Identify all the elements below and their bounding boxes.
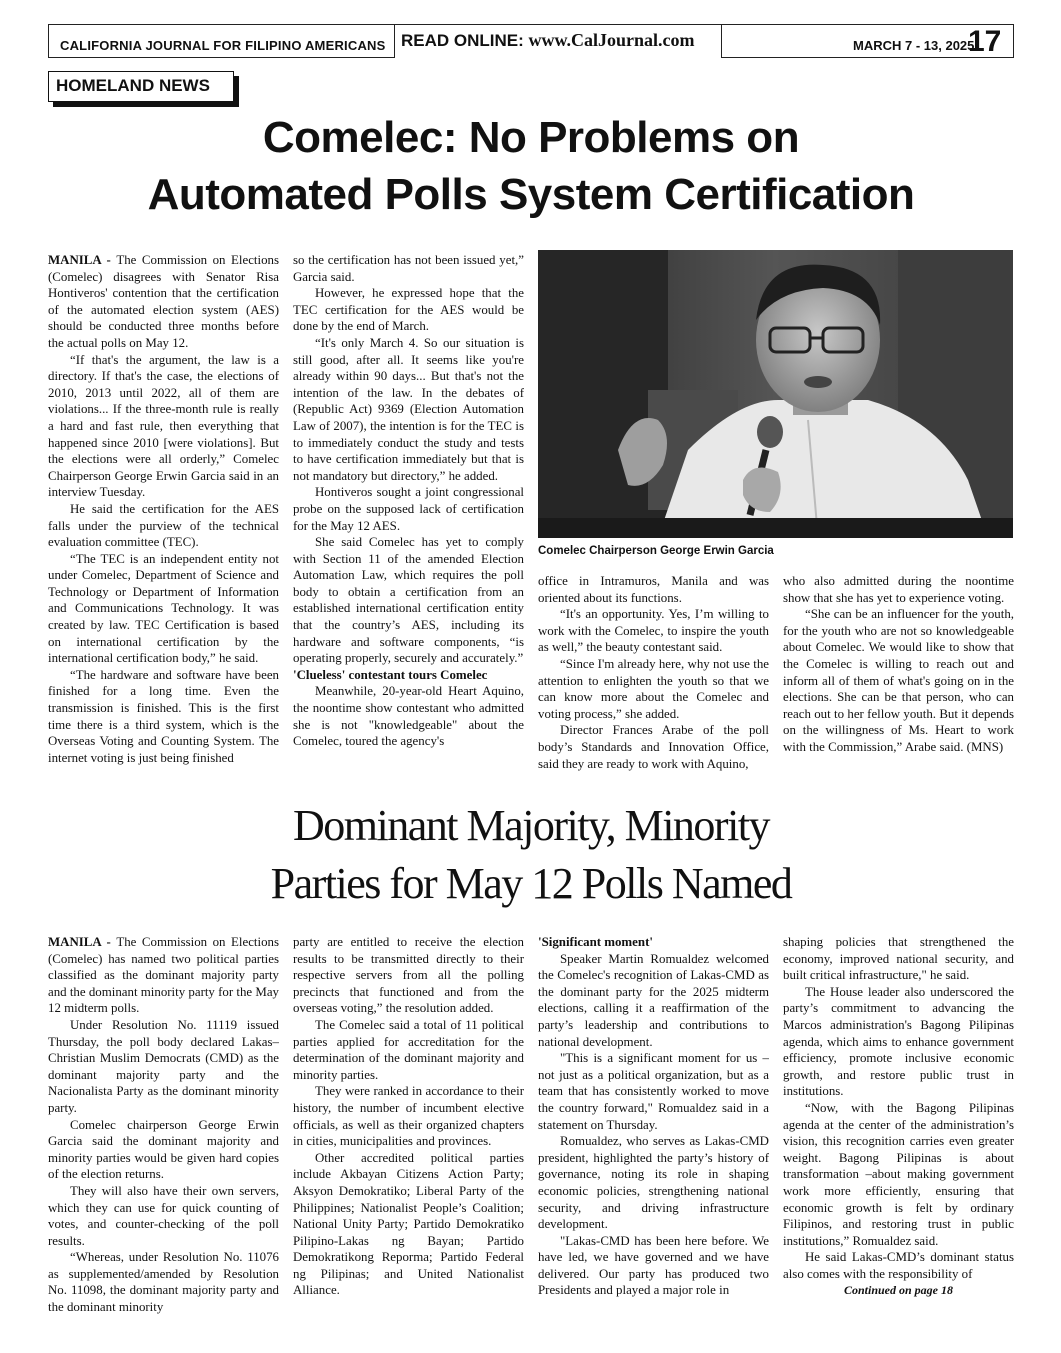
article2-column-4 (783, 934, 1014, 1329)
paragraph-text: Comelec chairperson George Erwin Garcia said the dominant majority and minority parties would be given hard copies of the election returns. (48, 1117, 279, 1182)
dateline: MANILA - (48, 935, 117, 949)
paragraph (538, 1133, 769, 1233)
paragraph-text: They will also have their own servers, which they can use for quick counting of votes, and counter-checking of the poll results. (48, 1183, 279, 1248)
paragraph-text: The House leader also underscored the party’s commitment to advancing the Marcos administration's Bagong Pilipinas agenda, which aims to enhance government efficiency, promote inclusive economic growth, and restore public trust in institutions. (783, 984, 1014, 1099)
paragraph (293, 285, 524, 335)
paragraph-text: “The hardware and software have been finished for a long time. Even the transmission is finished. This is the first time there is a third system, which is the Overseas Voting and Counting System. The internet voting is just being finished (48, 667, 279, 765)
paragraph-text: Other accredited political parties include Akbayan Citizens Action Party; Aksyon Demokratiko; Liberal Party of the Philippines; Nationalist People’s Coalition; National Unity Party; Partido Demokratiko Pilipino-Lakas ng Bayan; Partido Demokratikong Reporma; Partido Federal ng Pilipinas; and United Nationalist Alliance. (293, 1150, 524, 1298)
paragraph-text: Meanwhile, 20-year-old Heart Aquino, the noontime show contestant who admitted she is not "knowledgeable" about the Comelec, toured the agency's (293, 684, 524, 749)
article2-column-2 (293, 934, 524, 1329)
paragraph (48, 252, 279, 352)
paragraph-text: so the certification has not been issued yet,” Garcia said. (293, 253, 524, 284)
paragraph (293, 252, 524, 285)
paragraph (48, 551, 279, 667)
portrait-image (538, 250, 1013, 538)
paragraph-text: “It's an opportunity. Yes, I’m willing to work with the Comelec, to inspire the youth as well,” the beauty contestant said. (538, 607, 769, 655)
paragraph-text: “It's only March 4. So our situation is still good, after all. It seems like you're already within 90 days... But that's not the intention of the law. In the debates of (Republic Act) 9369 (Election Automation Law of 2007), the intention is for the TEC is to immediately conduct the study and tests to have certification immediately but that is not mandatory but directory,” he added. (293, 335, 524, 483)
paragraph-text: However, he expressed hope that the TEC certification for the AES would be done by the end of March. (293, 286, 524, 334)
page-number: 17 (968, 25, 1002, 58)
dateline: MANILA - (48, 253, 117, 267)
paragraph (538, 951, 769, 1051)
paragraph-text: Continued on page 18 (843, 1283, 954, 1298)
paragraph-text: Under Resolution No. 11119 issued Thursday, the poll body declared Lakas–Christian Muslim Democrats (CMD) as the dominant majority party and the Nacionalista Party as the dominant minority party. (48, 1017, 279, 1115)
paragraph-text: Director Frances Arabe of the poll body’s Standards and Innovation Office, said they are ready to work with Aquino, (538, 723, 769, 771)
paragraph (48, 1249, 279, 1315)
paragraph-text: “She can be an influencer for the youth, for the youth who are not so knowledgeable about Comelec. We would like to show that the Comelec is willing to reach out and inform all of them of what's going on in the elections. She can be that person, who can reach out to her fellow youth. But it depends on the willingness of Ms. Heart to work with the Commission,” Arabe said. (MNS) (783, 607, 1014, 754)
article1-column-2 (293, 252, 524, 792)
website-link[interactable]: www.CalJournal.com (528, 30, 695, 50)
paragraph (293, 484, 524, 534)
paragraph (293, 1083, 524, 1149)
paragraph (293, 1017, 524, 1083)
paragraph (783, 573, 1014, 606)
paragraph-text: Speaker Martin Romualdez welcomed the Comelec's recognition of Lakas-CMD as the dominant party for the 2025 midterm elections, calling it a reaffirmation of the party’s leadership and contributions to national development. (538, 951, 769, 1049)
paragraph (293, 534, 524, 667)
paragraph-text: “If that's the argument, the law is a directory. If that's the case, the elections of 2010, 2013 until 2022, all of them are violations... If the three-month rule is really a hard and fast rule, then everything that happened since 2010 [were violations]. But the elections were all orderly,” Comelec Chairperson George Erwin Garcia said in an interview Tuesday. (48, 352, 279, 500)
read-online-label: READ ONLINE: (401, 31, 524, 50)
paragraph-text: 'Significant moment' (538, 935, 653, 949)
paragraph (293, 335, 524, 484)
paragraph (293, 1150, 524, 1299)
paragraph (538, 606, 769, 656)
paragraph-text: The Commission on Elections (Comelec) disagrees with Senator Risa Hontiveros' contention that the certification of the automated election system (AES) should be conducted three months before the actual polls on May 12. (48, 253, 279, 350)
paragraph (48, 501, 279, 551)
paragraph (538, 656, 769, 722)
paragraph-text: "This is a significant moment for us –not just as a political organization, but as a team that has consistently worked to move the country forward," Romualdez said in a statement on Thursday. (538, 1051, 769, 1132)
paragraph (48, 1117, 279, 1183)
paragraph (48, 1017, 279, 1117)
article1-column-3 (538, 573, 769, 793)
paragraph-text: “The TEC is an independent entity not under Comelec, Department of Science and Technology or Department of Information and Communications Technology. It was created by law. TEC Certification is based on international certification by the international certification body,” he said. (48, 551, 279, 666)
paragraph (293, 934, 524, 1017)
paragraph (783, 934, 1014, 984)
paragraph (48, 352, 279, 501)
paragraph (538, 1233, 769, 1299)
paragraph-text: office in Intramuros, Manila and was oriented about its functions. (538, 574, 769, 605)
article2-column-3 (538, 934, 769, 1329)
article2-column-1 (48, 934, 279, 1329)
article1-column-1 (48, 252, 279, 792)
paragraph-text: “Whereas, under Resolution No. 11076 as supplemented/amended by Resolution No. 11098, the dominant majority party and the dominant minority (48, 1250, 279, 1315)
paragraph-text: Romualdez, who serves as Lakas-CMD president, highlighted the party’s history of governance, noting its role in shaping economic policies, strengthening national security, and driving infrastructure development. (538, 1134, 769, 1232)
article2-headline-line2: Parties for May 12 Polls Named (270, 859, 792, 908)
paragraph (48, 934, 279, 1017)
paragraph (783, 984, 1014, 1100)
paragraph-text: “Now, with the Bagong Pilipinas agenda at the center of the administration’s vision, this recognition carries even greater weight. Bagong Pilipinas is about transformation –about making government work more efficiently, ensuring that economic growth is felt by ordinary Filipinos, and restoring trust in public institutions,” Romualdez said. (783, 1100, 1014, 1248)
paragraph (48, 1183, 279, 1249)
publication-name: CALIFORNIA JOURNAL FOR FILIPINO AMERICANS (60, 38, 386, 53)
paragraph-text: "Lakas-CMD has been here before. We have led, we have governed and we have delivered. Our party has produced two Presidents and played a major role in (538, 1233, 769, 1298)
article2-headline-line1: Dominant Majority, Minority (292, 801, 770, 850)
article1-column-4 (783, 573, 1014, 793)
paragraph-text: shaping policies that strengthened the economy, improved national security, and built critical infrastructure," he said. (783, 935, 1014, 983)
paragraph-text: party are entitled to receive the election results to be transmitted directly to their respective servers from all the polling precincts that functioned and from the overseas voting,” the resolution added. (293, 935, 524, 1016)
paragraph-text: 'Clueless' contestant tours Comelec (293, 667, 488, 682)
continued-note (783, 1282, 1014, 1299)
article1-headline-line1: Comelec: No Problems on (262, 113, 800, 162)
paragraph-text: The Commission on Elections (Comelec) has named two political parties classified as the dominant majority party and the dominant minority party for the May 12 midterm polls. (48, 935, 279, 1016)
read-online-box[interactable] (394, 25, 722, 58)
issue-date: MARCH 7 - 13, 2025 (853, 38, 975, 53)
paragraph (783, 606, 1014, 755)
photo-comelec-chairperson (538, 250, 1013, 538)
photo-caption: Comelec Chairperson George Erwin Garcia (538, 545, 774, 557)
subheading (293, 667, 524, 684)
paragraph-text: He said the certification for the AES falls under the purview of the technical evaluation committee (TEC). (48, 501, 279, 550)
paragraph-text: He said Lakas-CMD’s dominant status also comes with the responsibility of (783, 1250, 1014, 1281)
article1-headline-line2: Automated Polls System Certification (147, 170, 915, 219)
paragraph (538, 573, 769, 606)
paragraph (293, 683, 524, 749)
paragraph-text: The Comelec said a total of 11 political parties applied for accreditation for the determination of the dominant majority and minority parties. (293, 1017, 524, 1082)
paragraph-text: Hontiveros sought a joint congressional probe on the supposed lack of certification for the May 12 AES. (293, 485, 524, 533)
paragraph (783, 1100, 1014, 1249)
paragraph (783, 1249, 1014, 1282)
section-tag: HOMELAND NEWS (48, 71, 234, 102)
subheading (538, 934, 769, 951)
paragraph-text: who also admitted during the noontime show that she has yet to experience voting. (783, 574, 1014, 605)
paragraph (538, 1050, 769, 1133)
paragraph (538, 722, 769, 772)
paragraph-text: “Since I'm already here, why not use the attention to enlighten the youth so that we can know more about the Comelec and voting process,” she added. (538, 656, 769, 721)
paragraph-text: They were ranked in accordance to their history, the number of incumbent elective officials, as well as their organized chapters in cities, municipalities and provinces. (293, 1084, 524, 1149)
paragraph-text: She said Comelec has yet to comply with Section 11 of the amended Election Automation Law, which requires the poll body to obtain a certification from an established international certification entity that the country’s AES, including its hardware and software components, “is operating properly, securely and accurately.” (293, 535, 524, 666)
paragraph (48, 667, 279, 767)
